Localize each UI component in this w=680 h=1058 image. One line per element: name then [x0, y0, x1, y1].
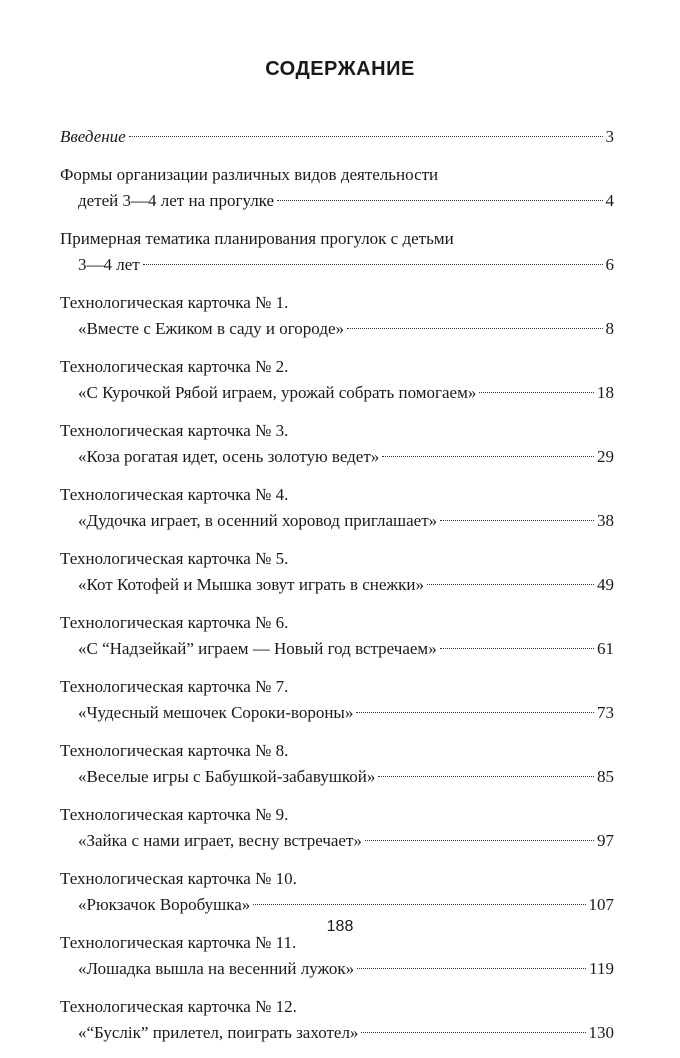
toc-entry — [60, 162, 614, 214]
toc-entry-line — [60, 636, 614, 662]
toc-entry-line — [60, 572, 614, 598]
toc-entry-text: «“Буслік” прилетел, поиграть захотел» — [78, 1023, 359, 1042]
toc-entry-line — [60, 508, 614, 534]
toc-page-number: 119 — [589, 959, 614, 978]
toc-entry — [60, 994, 614, 1046]
toc-entry-heading: Технологическая карточка № 9. — [60, 805, 289, 824]
dot-leader — [277, 200, 602, 201]
dot-leader — [357, 968, 586, 969]
toc-entry-heading: Примерная тематика планирования прогулок с детьми — [60, 229, 454, 248]
toc-entry-text: «Коза рогатая идет, осень золотую ведет» — [78, 447, 380, 466]
toc-page-number: 73 — [597, 703, 614, 722]
toc-entry-text: «Дудочка играет, в осенний хоровод приглашает» — [78, 511, 438, 530]
toc-page-number: 130 — [588, 1023, 614, 1042]
toc-page-number: 4 — [605, 191, 614, 210]
dot-leader — [361, 1032, 585, 1033]
dot-leader — [427, 584, 594, 585]
dot-leader — [347, 328, 602, 329]
page-number: 188 — [326, 918, 354, 935]
toc-entry-text: «С Курочкой Рябой играем, урожай собрать помогаем» — [78, 383, 477, 402]
toc-page-number: 107 — [588, 895, 614, 914]
toc-entry-heading: Технологическая карточка № 2. — [60, 357, 289, 376]
toc-page-number: 61 — [597, 639, 614, 658]
toc-page-number: 6 — [605, 255, 614, 274]
toc-entry-text: Введение — [60, 127, 126, 146]
toc-entry-heading: Технологическая карточка № 5. — [60, 549, 289, 568]
toc-entry-line — [60, 1020, 614, 1046]
toc-entry-heading: Технологическая карточка № 4. — [60, 485, 289, 504]
toc-entry — [60, 124, 614, 150]
toc-entry-line — [60, 380, 614, 406]
toc-entry-text: детей 3—4 лет на прогулке — [78, 191, 275, 210]
toc-page-number: 97 — [597, 831, 614, 850]
toc-entry — [60, 482, 614, 534]
toc-entry-heading: Технологическая карточка № 6. — [60, 613, 289, 632]
dot-leader — [378, 776, 594, 777]
toc-entry — [60, 930, 614, 982]
dot-leader — [440, 648, 594, 649]
toc-entry-text: «Кот Котофей и Мышка зовут играть в снежки» — [78, 575, 425, 594]
toc-entry-heading: Технологическая карточка № 11. — [60, 933, 297, 952]
page-title: СОДЕРЖАНИЕ — [265, 58, 415, 80]
dot-leader — [143, 264, 603, 265]
dot-leader — [356, 712, 594, 713]
toc-entry — [60, 418, 614, 470]
toc-page-number: 85 — [597, 767, 614, 786]
toc-entry-heading: Технологическая карточка № 3. — [60, 421, 289, 440]
toc-entry-line — [60, 700, 614, 726]
toc-page-number: 3 — [605, 127, 614, 146]
toc-entry-heading: Технологическая карточка № 10. — [60, 869, 297, 888]
toc-entry-text: «Веселые игры с Бабушкой-забавушкой» — [78, 767, 376, 786]
toc-entry-line — [60, 892, 614, 918]
dot-leader — [253, 904, 585, 905]
toc-page-number: 29 — [597, 447, 614, 466]
toc-entry-line — [60, 188, 614, 214]
dot-leader — [129, 136, 603, 137]
dot-leader — [382, 456, 594, 457]
toc-entry — [60, 738, 614, 790]
dot-leader — [479, 392, 594, 393]
toc-page-number: 38 — [597, 511, 614, 530]
toc-entry — [60, 226, 614, 278]
dot-leader — [440, 520, 594, 521]
toc-entry-heading: Технологическая карточка № 12. — [60, 997, 297, 1016]
toc-entry-line — [60, 444, 614, 470]
toc-entry-text: «С “Надзейкай” играем — Новый год встречаем» — [78, 639, 437, 658]
toc-page-number: 18 — [597, 383, 614, 402]
toc-entry-text: «Чудесный мешочек Сороки-вороны» — [78, 703, 354, 722]
toc-page-number: 8 — [605, 319, 614, 338]
toc-entry-text: «Лошадка вышла на весенний лужок» — [78, 959, 355, 978]
toc-entry — [60, 354, 614, 406]
toc-entry-line — [60, 124, 614, 150]
toc-entry — [60, 674, 614, 726]
toc-entry-text: «Рюкзачок Воробушка» — [78, 895, 251, 914]
toc-entry-line — [60, 828, 614, 854]
toc-entry-heading: Формы организации различных видов деятельности — [60, 165, 439, 184]
toc-entry-text: «Зайка с нами играет, весну встречает» — [78, 831, 362, 850]
toc-entry-heading: Технологическая карточка № 7. — [60, 677, 289, 696]
toc-entry — [60, 610, 614, 662]
toc-entry-heading: Технологическая карточка № 8. — [60, 741, 289, 760]
toc-page-number: 49 — [597, 575, 614, 594]
toc-entry — [60, 290, 614, 342]
toc-entry-heading: Технологическая карточка № 1. — [60, 293, 289, 312]
toc-entry — [60, 546, 614, 598]
toc-entry-text: «Вместе с Ежиком в саду и огороде» — [78, 319, 345, 338]
toc-entry — [60, 866, 614, 918]
toc-entry-line — [60, 764, 614, 790]
toc-entry-text: 3—4 лет — [78, 255, 140, 274]
dot-leader — [365, 840, 594, 841]
toc-entry-line — [60, 316, 614, 342]
toc-entry-line — [60, 252, 614, 278]
toc-entry — [60, 802, 614, 854]
toc-entry-line — [60, 956, 614, 982]
